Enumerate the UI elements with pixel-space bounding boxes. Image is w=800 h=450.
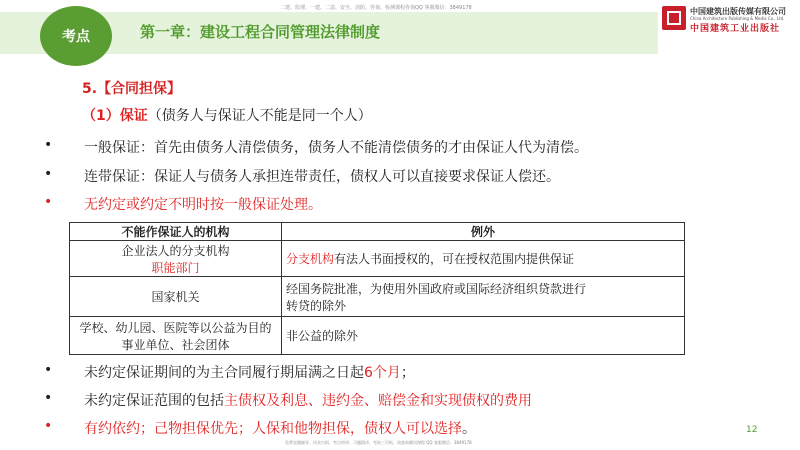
table-header-cell: 例外 xyxy=(282,223,685,241)
table-row xyxy=(70,241,685,277)
bullet-text-red: 6个月 xyxy=(364,365,401,381)
bullet-dot: • xyxy=(44,166,53,182)
bullet-guarantee-period xyxy=(84,362,415,382)
table-header-cell: 不能作保证人的机构 xyxy=(70,223,282,241)
table-cell-text: 经国务院批准，为使用外国政府或国际经济组织贷款进行 xyxy=(286,281,587,296)
top-contact-note: 二建、监理、一建、二造、安全、消防、咨询、检测课程咨询QQ 客服微信：3849178 xyxy=(280,5,472,11)
bullet-text-red: 有约依约；己物担保优先；人保和他物担保，债权人可以选择 xyxy=(84,421,462,437)
bullet-text-red: 主债权及利息、违约金、赔偿金和实现债权的费用 xyxy=(224,393,532,409)
table-header-row xyxy=(70,223,685,241)
bullet-text: ； xyxy=(400,365,415,381)
table-cell xyxy=(282,241,685,277)
table-cell-text: 事业单位、社会团体 xyxy=(121,337,230,352)
publisher-logo xyxy=(662,4,794,34)
bottom-contact-note: 免费直播辅导、执业内训、考点串讲、习题精讲、考前三页纸，请查询腾讯课程 QQ 客服微信：3849178 xyxy=(285,440,472,445)
bullet-dot: • xyxy=(44,194,53,210)
table-cell-text-red: 分支机构 xyxy=(286,252,335,266)
table-cell-text: 有法人书面授权的，可在授权范围内提供保证 xyxy=(334,252,575,266)
bullet-priority-rule xyxy=(84,418,476,438)
table-cell xyxy=(70,317,282,355)
bullet-joint-guarantee: 连带保证：保证人与债务人承担连带责任，债权人可以直接要求保证人偿还。 xyxy=(84,169,560,185)
bullet-dot: • xyxy=(44,362,53,378)
table-row xyxy=(70,277,685,317)
table-cell-text: 学校、幼儿园、医院等以公益为目的 xyxy=(79,320,272,335)
table-cell xyxy=(70,241,282,277)
publisher-logo-icon xyxy=(662,6,686,30)
page-number: 12 xyxy=(746,425,758,435)
bullet-text: 未约定保证范围的包括 xyxy=(84,393,224,409)
bullet-dot: • xyxy=(44,390,53,406)
table-cell xyxy=(282,277,685,317)
bullet-dot: • xyxy=(44,418,53,434)
chapter-title: 第一章：建设工程合同管理法律制度 xyxy=(140,23,381,41)
table-cell: 国家机关 xyxy=(70,277,282,317)
bullet-dot: • xyxy=(44,137,53,153)
topic-badge: 考点 xyxy=(40,6,112,66)
table-cell: 非公益的除外 xyxy=(282,317,685,355)
sub-title xyxy=(82,105,372,125)
table-row xyxy=(70,317,685,355)
guarantor-table xyxy=(69,222,685,355)
table-cell-text: 转贷的除外 xyxy=(286,298,347,313)
table-cell-text-red: 职能部门 xyxy=(151,260,200,275)
section-title: 5.【合同担保】 xyxy=(82,81,182,97)
publisher-name-en: China Architecture Publishing & Media Co., Ltd. xyxy=(690,16,785,21)
sub-title-label: （1）保证 xyxy=(82,108,148,124)
sub-title-note: （债务人与保证人不能是同一个人） xyxy=(147,108,372,124)
publisher-name-cn-stylized: 中国建筑工业出版社 xyxy=(690,24,781,34)
bullet-text: 。 xyxy=(462,421,476,437)
bullet-guarantee-scope xyxy=(84,390,532,410)
publisher-name-cn: 中国建筑出版传媒有限公司 xyxy=(690,7,786,16)
bullet-text: 未约定保证期间的为主合同履行期届满之日起 xyxy=(84,365,364,381)
bullet-default-rule: 无约定或约定不明时按一般保证处理。 xyxy=(84,197,322,213)
table-cell-text: 企业法人的分支机构 xyxy=(121,243,230,258)
bullet-general-guarantee: 一般保证：首先由债务人清偿债务，债务人不能清偿债务的才由保证人代为清偿。 xyxy=(84,140,588,156)
